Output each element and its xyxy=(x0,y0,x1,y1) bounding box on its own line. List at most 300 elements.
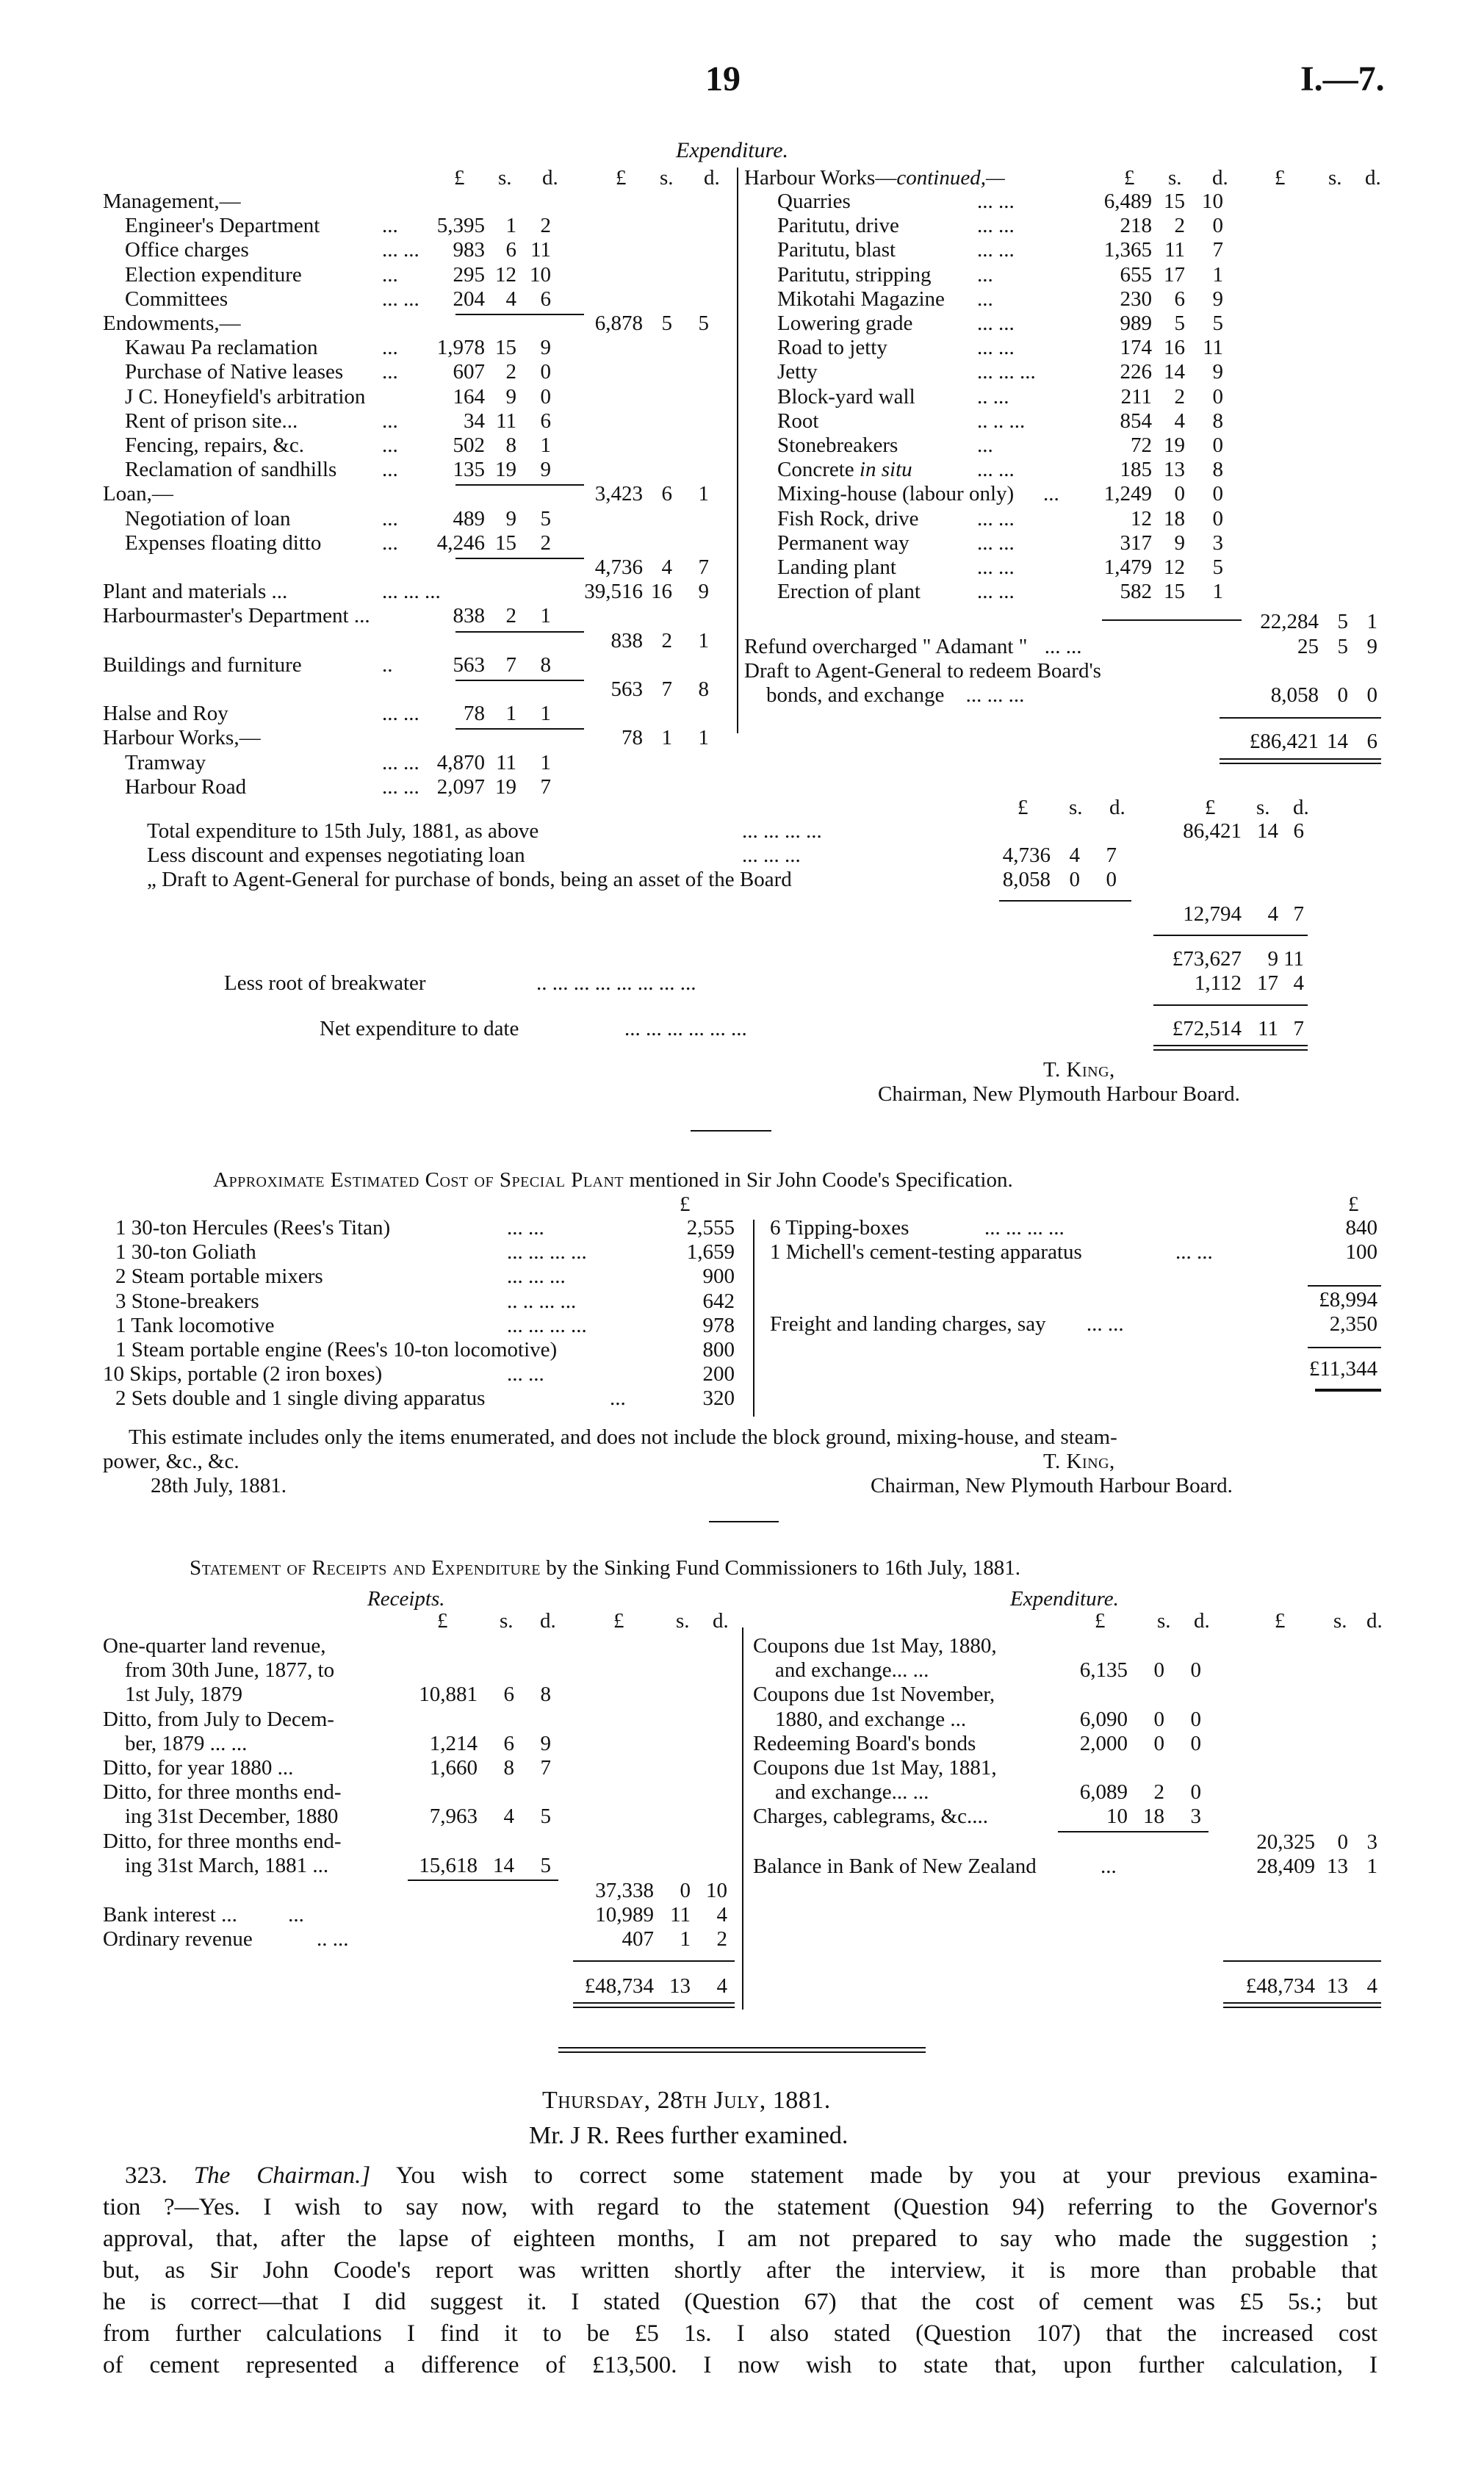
expenditure-row-pence: 1 xyxy=(540,434,551,457)
rule xyxy=(1153,1045,1308,1046)
testimony-text: he is correct—that I did suggest it. I stated (Question 67) that the cost of cement was £5 5s.; but xyxy=(103,2289,1377,2315)
receipt-pence: 9 xyxy=(540,1732,551,1755)
expenditure-subtotal-shillings: 2 xyxy=(661,629,672,652)
receipts-subtotal: 37,338 xyxy=(595,1879,654,1902)
harbour-works-shillings: 5 xyxy=(1174,312,1185,335)
harbour-works-pence: 0 xyxy=(1212,385,1223,409)
expenditure-row-dots: ... xyxy=(382,531,398,555)
expenditure-row-label: Management,— xyxy=(103,190,241,213)
expenditure-row-pence: 11 xyxy=(530,238,551,262)
rule xyxy=(408,1880,558,1881)
expenditure-row-shillings: 6 xyxy=(505,238,516,262)
expenditure-row-pence: 6 xyxy=(540,409,551,433)
sinking-exp-subtotal-d: 3 xyxy=(1366,1830,1377,1854)
draft-line2 xyxy=(766,683,1024,708)
ordinary-revenue-amount: 407 xyxy=(622,1927,654,1951)
harbour-works-shillings: 13 xyxy=(1164,458,1185,481)
harbour-works-row-label xyxy=(777,458,912,482)
summary-signature-name: T. King, xyxy=(1043,1058,1115,1082)
receipt-line: One-quarter land revenue, xyxy=(103,1634,326,1658)
expenditure-subtotal-pounds: 838 xyxy=(610,629,643,652)
plant-item-cost: 800 xyxy=(702,1338,735,1361)
expenditure-subtotal-pence: 1 xyxy=(698,629,709,652)
draft-text: bonds, and exchange xyxy=(766,683,945,707)
harbour-works-pounds: 230 xyxy=(1120,287,1152,311)
sinking-title-a: Statement of Receipts and Expenditure xyxy=(190,1556,541,1580)
harbour-works-row-dots: ... ... xyxy=(977,458,1015,481)
expenditure-row-dots: ... xyxy=(382,409,398,433)
harbour-works-pence: 7 xyxy=(1212,238,1223,262)
rule xyxy=(1223,1960,1381,1962)
expenditure-subtotal-pence: 8 xyxy=(698,677,709,701)
expenditure-grand-total: £86,421 xyxy=(1249,730,1319,753)
expenditure-row-pence: 1 xyxy=(540,604,551,627)
sinking-expense-line: 1880, and exchange ... xyxy=(775,1708,967,1731)
sinking-expense-pence: 0 xyxy=(1190,1658,1201,1682)
balance-s: 13 xyxy=(1327,1855,1348,1878)
harbour-works-row-dots: ... ... xyxy=(977,190,1015,213)
expenditure-row-pounds: 204 xyxy=(453,287,485,311)
harbour-works-pounds: 1,365 xyxy=(1103,238,1152,262)
expenditure-row-pence: 6 xyxy=(540,287,551,311)
harbour-works-row-label xyxy=(777,287,945,312)
testimony-text: but, as Sir John Coode's report was written shortly after the interview, it is more than probable that xyxy=(103,2257,1377,2284)
plant-item-label: 1 30-ton Goliath xyxy=(115,1240,256,1264)
rule xyxy=(455,558,584,559)
harbour-works-row-label xyxy=(777,434,898,458)
plant-item-dots: ... ... xyxy=(507,1216,544,1240)
summary-deduction-total: 12,794 xyxy=(1183,902,1242,926)
harbour-works-pounds: 174 xyxy=(1120,336,1152,359)
harbour-works-label: Harbour Works— xyxy=(744,166,897,190)
plant-title-b: mentioned in Sir John Coode's Specification. xyxy=(629,1168,1013,1192)
sum-col-pound-a: £ xyxy=(1017,796,1029,819)
harbour-works-row-dots: ... ... xyxy=(977,336,1015,359)
expenditure-subtotal-shillings: 1 xyxy=(661,726,672,749)
sinking-exp-subtotal: 20,325 xyxy=(1256,1830,1315,1854)
plant-signature-title: Chairman, New Plymouth Harbour Board. xyxy=(871,1474,1233,1497)
rule xyxy=(573,1960,735,1962)
testimony-line xyxy=(103,2192,1377,2223)
balance-amount: 28,409 xyxy=(1256,1855,1315,1878)
expenditure-row-shillings: 1 xyxy=(505,214,516,237)
testimony-text: of cement represented a difference of £13,500. I now wish to state that, upon further calculation, I xyxy=(103,2352,1377,2378)
summary-draft-s: 0 xyxy=(1069,868,1080,891)
bank-interest-s: 11 xyxy=(670,1903,691,1927)
testimony-line xyxy=(103,2287,1377,2317)
sinking-divider xyxy=(742,1627,743,2010)
expenditure-row-shillings: 11 xyxy=(496,409,516,433)
testimony-text: You wish to correct some statement made by you at your previous examina- xyxy=(396,2162,1377,2189)
expenditure-row-dots: ... ... xyxy=(382,751,419,774)
draft-d: 0 xyxy=(1366,683,1377,707)
sexp-col-pound-a: £ xyxy=(1095,1609,1106,1633)
summary-net-s: 11 xyxy=(1258,1017,1278,1040)
expenditure-row-pounds: 2,097 xyxy=(436,775,485,799)
harbour-works-pence: 0 xyxy=(1212,214,1223,237)
grand-total-s: 14 xyxy=(1327,730,1348,753)
draft-dots: ... ... ... xyxy=(965,683,1025,707)
col-d-b: d. xyxy=(704,166,720,190)
col-d-d: d. xyxy=(1365,166,1381,190)
expenditure-row-label: Engineer's Department xyxy=(125,214,320,237)
expenditure-row-shillings: 4 xyxy=(505,287,516,311)
refund-text: Refund overcharged " Adamant " xyxy=(744,635,1028,658)
expenditure-row-dots: ... xyxy=(382,360,398,384)
refund-label xyxy=(744,635,1082,659)
expenditure-row-pounds: 1,978 xyxy=(436,336,485,359)
plant-item-cost: 978 xyxy=(702,1314,735,1337)
testimony-line xyxy=(103,2318,1377,2349)
sinking-expense-line: Charges, cablegrams, &c.... xyxy=(753,1805,988,1828)
expenditure-row-dots: ... ... xyxy=(382,287,419,311)
harbour-works-pence: 8 xyxy=(1212,458,1223,481)
receipt-shillings: 4 xyxy=(503,1805,514,1828)
session-date: Thursday, 28th July, 1881. xyxy=(542,2087,831,2114)
expenditure-row-label: Purchase of Native leases xyxy=(125,360,344,384)
expenditure-subtotal-pounds: 78 xyxy=(622,726,643,749)
expenditure-row-shillings: 9 xyxy=(505,507,516,530)
rule xyxy=(1058,1831,1209,1832)
testimony-line xyxy=(103,2255,1377,2286)
sinking-expense-pounds: 2,000 xyxy=(1079,1732,1128,1755)
expenditure-row-shillings: 19 xyxy=(495,775,516,799)
page-number: 19 xyxy=(705,60,741,98)
receipt-pounds: 7,963 xyxy=(429,1805,478,1828)
receipts-total-d: 4 xyxy=(716,1974,727,1998)
expenditure-row-pounds: 4,246 xyxy=(436,531,485,555)
sinking-exp-total-s: 13 xyxy=(1327,1974,1348,1998)
harbour-works-row-label xyxy=(777,531,910,555)
receipt-line: Ditto, for year 1880 ... xyxy=(103,1756,294,1780)
summary-net-label: Net expenditure to date xyxy=(320,1017,519,1040)
expenditure-row-pounds: 135 xyxy=(453,458,485,481)
receipt-line: Ditto, for three months end- xyxy=(103,1780,342,1804)
sinking-expense-line: Coupons due 1st May, 1881, xyxy=(753,1756,997,1780)
harbour-works-shillings: 15 xyxy=(1164,190,1185,213)
harbour-works-row-dots: ... ... xyxy=(977,238,1015,262)
draft-line1: Draft to Agent-General to redeem Board's xyxy=(744,659,1101,683)
expenditure-row-pence: 2 xyxy=(540,214,551,237)
harbour-works-shillings: 14 xyxy=(1164,360,1185,384)
summary-net-dots: ... ... ... ... ... ... xyxy=(624,1017,747,1040)
harbour-works-row-dots: ... ... xyxy=(977,580,1015,603)
harbour-works-row-label xyxy=(777,336,887,360)
plant-item-label: 1 Michell's cement-testing apparatus xyxy=(770,1240,1082,1264)
receipt-pounds: 1,214 xyxy=(429,1732,478,1755)
receipt-pence: 8 xyxy=(540,1683,551,1706)
rcpt-col-d-a: d. xyxy=(540,1609,556,1633)
expenditure-subtotal-pounds: 4,736 xyxy=(594,555,643,579)
sinking-exp-total-d: 4 xyxy=(1366,1974,1377,1998)
summary-draft-label: „ Draft to Agent-General for purchase of bonds, being an asset of the Board xyxy=(147,868,792,891)
harbour-works-row-label xyxy=(777,409,818,434)
rule xyxy=(1308,1285,1381,1287)
refund-d: 9 xyxy=(1366,635,1377,658)
plant-item-cost: 320 xyxy=(702,1386,735,1410)
harbour-works-item: Landing plant xyxy=(777,555,896,579)
rule xyxy=(1220,758,1381,760)
bank-text: Bank interest ... xyxy=(103,1903,237,1927)
balance-dots: ... xyxy=(1100,1855,1117,1878)
expenditure-row-shillings: 2 xyxy=(505,360,516,384)
expenditure-row-pence: 8 xyxy=(540,653,551,677)
harbour-works-row-dots: ... ... xyxy=(977,312,1015,335)
sexp-col-d-b: d. xyxy=(1366,1609,1383,1633)
sinking-expense-pounds: 6,135 xyxy=(1079,1658,1128,1682)
harbour-works-item: Permanent way xyxy=(777,531,910,555)
rule xyxy=(1102,619,1242,621)
plant-title-a: Approximate Estimated Cost of Special Plant xyxy=(213,1168,624,1192)
expenditure-row-shillings: 8 xyxy=(505,434,516,457)
plant-item-label: 1 Steam portable engine (Rees's 10-ton locomotive) xyxy=(115,1338,558,1361)
plant-item-cost: 1,659 xyxy=(686,1240,735,1264)
summary-total-label: Total expenditure to 15th July, 1881, as above xyxy=(147,819,539,843)
col-s-d: s. xyxy=(1328,166,1342,190)
testimony-line xyxy=(103,2223,1377,2254)
plant-item-dots: ... ... ... ... xyxy=(507,1240,587,1264)
summary-subtotal-s: 9 xyxy=(1267,947,1278,971)
expenditure-row-pence: 9 xyxy=(540,458,551,481)
plant-item-label: 3 Stone-breakers xyxy=(115,1289,259,1313)
plant-item-cost: 642 xyxy=(702,1289,735,1313)
rule xyxy=(573,2007,735,2008)
plant-currency-right: £ xyxy=(1348,1193,1359,1216)
expenditure-row-shillings: 15 xyxy=(495,531,516,555)
rule xyxy=(1220,763,1381,764)
summary-total-s: 14 xyxy=(1257,819,1278,843)
ordinary-dots: .. ... xyxy=(316,1927,349,1951)
harbour-works-row-label xyxy=(777,214,899,238)
receipt-pence: 5 xyxy=(540,1805,551,1828)
harbour-works-pence: 11 xyxy=(1203,336,1223,359)
expenditure-row-label: Harbour Road xyxy=(125,775,247,799)
harbour-works-total: 22,284 xyxy=(1260,610,1319,633)
harbour-works-shillings: 16 xyxy=(1164,336,1185,359)
receipt-shillings: 8 xyxy=(503,1756,514,1780)
expenditure-row-dots: .. xyxy=(382,653,393,677)
rcpt-col-s-b: s. xyxy=(676,1609,690,1633)
expenditure-row-pence: 5 xyxy=(540,507,551,530)
harbour-works-row-dots: ... ... xyxy=(977,531,1015,555)
receipt-pence: 5 xyxy=(540,1854,551,1877)
expenditure-row-label: Endowments,— xyxy=(103,312,241,335)
expenditure-row-label: J C. Honeyfield's arbitration xyxy=(125,385,366,409)
expenditure-subtotal-pounds: 563 xyxy=(610,677,643,701)
expenditure-row-label: Loan,— xyxy=(103,482,173,506)
summary-total-dots: ... ... ... ... xyxy=(742,819,822,843)
expenditure-row-pounds: 4,870 xyxy=(436,751,485,774)
expenditure-row-pounds: 34 xyxy=(464,409,485,433)
plant-item-dots: .. .. ... ... xyxy=(507,1289,577,1313)
bank-interest-label xyxy=(103,1903,304,1927)
receipt-line: ing 31st March, 1881 ... xyxy=(125,1854,329,1877)
harbour-works-row-dots: ... ... ... xyxy=(977,360,1036,384)
harbour-works-row-label xyxy=(777,580,921,604)
testimony-line xyxy=(103,2350,1377,2381)
plant-item-label: 1 30-ton Hercules (Rees's Titan) xyxy=(115,1216,391,1240)
section-separator xyxy=(709,1521,779,1522)
expenditure-row-dots: ... ... xyxy=(382,775,419,799)
expenditure-row-label: Fencing, repairs, &c. xyxy=(125,434,305,457)
summary-root-label: Less root of breakwater xyxy=(224,971,426,995)
expenditure-row-pence: 0 xyxy=(540,385,551,409)
expenditure-row-pence: 1 xyxy=(540,751,551,774)
summary-net-d: 7 xyxy=(1293,1017,1304,1040)
harbour-works-pounds: 218 xyxy=(1120,214,1152,237)
expenditure-row-label: Kawau Pa reclamation xyxy=(125,336,318,359)
receipts-subtotal-d: 10 xyxy=(706,1879,727,1902)
harbour-works-row-label xyxy=(777,385,915,409)
receipt-line: Ditto, from July to Decem- xyxy=(103,1708,334,1731)
expenditure-subtotal-pence: 9 xyxy=(698,580,709,603)
summary-draft-d: 0 xyxy=(1106,868,1117,891)
sinking-expense-line: Redeeming Board's bonds xyxy=(753,1732,976,1755)
question-number: 323. xyxy=(125,2162,168,2189)
sum-col-pound-b: £ xyxy=(1205,796,1216,819)
summary-deduction-d: 7 xyxy=(1293,902,1304,926)
expenditure-row-pence: 10 xyxy=(530,263,551,287)
summary-discount-s: 4 xyxy=(1069,843,1080,867)
plant-item-dots: ... ... ... ... xyxy=(507,1314,587,1337)
plant-signature-name: T. King, xyxy=(1043,1450,1115,1473)
rule xyxy=(573,2002,735,2004)
expenditure-row-shillings: 11 xyxy=(496,751,516,774)
harbour-works-item: Quarries xyxy=(777,190,851,213)
harbour-works-shillings: 0 xyxy=(1174,482,1185,506)
rule xyxy=(455,728,584,730)
expenditure-subtotal-pounds: 39,516 xyxy=(584,580,643,603)
plant-item-cost: 200 xyxy=(702,1362,735,1386)
harbour-works-pence: 0 xyxy=(1212,507,1223,530)
summary-draft-amount: 8,058 xyxy=(1002,868,1051,891)
harbour-works-pounds: 989 xyxy=(1120,312,1152,335)
col-pound-a: £ xyxy=(454,166,465,190)
harbour-works-item: Paritutu, drive xyxy=(777,214,899,237)
sinking-exp-subtotal-s: 0 xyxy=(1337,1830,1348,1854)
harbour-works-shillings: 15 xyxy=(1164,580,1185,603)
harbour-works-pence: 5 xyxy=(1212,555,1223,579)
col-s-a: s. xyxy=(498,166,512,190)
harbour-works-shillings: 6 xyxy=(1174,287,1185,311)
sum-col-s-b: s. xyxy=(1256,796,1270,819)
summary-total-amount: 86,421 xyxy=(1183,819,1242,843)
receipt-line: 1st July, 1879 xyxy=(125,1683,243,1706)
rcpt-col-pound-b: £ xyxy=(613,1609,624,1633)
harbour-works-pounds: 582 xyxy=(1120,580,1152,603)
freight-dots: ... ... xyxy=(1086,1312,1124,1336)
testimony-line xyxy=(125,2160,1377,2191)
harbour-works-item: Block-yard wall xyxy=(777,385,915,409)
plant-divider xyxy=(753,1220,754,1417)
sinking-expense-pounds: 6,090 xyxy=(1079,1708,1128,1731)
summary-discount-label: Less discount and expenses negotiating loan xyxy=(147,843,525,867)
harbour-works-item: Lowering grade xyxy=(777,312,913,335)
sinking-expense-pounds: 10 xyxy=(1106,1805,1128,1828)
expenditure-row-pounds: 607 xyxy=(453,360,485,384)
receipt-line: ing 31st December, 1880 xyxy=(125,1805,339,1828)
sexp-col-s-a: s. xyxy=(1157,1609,1171,1633)
summary-discount-amount: 4,736 xyxy=(1002,843,1051,867)
rcpt-col-pound-a: £ xyxy=(437,1609,448,1633)
rule xyxy=(1223,2007,1381,2008)
expenditure-subtotal-shillings: 4 xyxy=(661,555,672,579)
plant-date: 28th July, 1881. xyxy=(151,1474,287,1497)
harbour-works-pence: 10 xyxy=(1202,190,1223,213)
summary-deduction-s: 4 xyxy=(1267,902,1278,926)
ordinary-revenue-s: 1 xyxy=(680,1927,691,1951)
plant-item-dots: ... ... ... xyxy=(507,1265,566,1288)
plant-item-label: 1 Tank locomotive xyxy=(115,1314,275,1337)
harbour-works-row-label xyxy=(777,312,912,336)
harbour-works-row-dots: .. ... xyxy=(977,385,1009,409)
balance-label xyxy=(753,1855,1117,1879)
expenditure-subtotal-shillings: 5 xyxy=(661,312,672,335)
receipt-shillings: 6 xyxy=(503,1683,514,1706)
harbour-works-pence: 5 xyxy=(1212,312,1223,335)
expenditure-row-label: Buildings and furniture xyxy=(103,653,302,677)
expenditure-title: Expenditure. xyxy=(676,138,789,162)
sum-col-s-a: s. xyxy=(1069,796,1083,819)
sinking-expense-shillings: 18 xyxy=(1143,1805,1164,1828)
expenditure-row-label: Harbour Works,— xyxy=(103,726,261,749)
expenditure-row-label: Reclamation of sandhills xyxy=(125,458,337,481)
freight-text: Freight and landing charges, say xyxy=(770,1312,1046,1336)
sinking-expense-line: and exchange... ... xyxy=(775,1780,929,1804)
summary-subtotal: £73,627 xyxy=(1172,947,1242,971)
rule xyxy=(455,484,584,486)
expenditure-row-shillings: 7 xyxy=(505,653,516,677)
harbour-works-row-dots: ... xyxy=(1043,482,1059,506)
expenditure-subtotal-pounds: 6,878 xyxy=(594,312,643,335)
sinking-title-b: by the Sinking Fund Commissioners to 16th July, 1881. xyxy=(546,1556,1021,1580)
testimony-text: tion ?—Yes. I wish to say now, with regard to the statement (Question 94) referring to the Governor's xyxy=(103,2194,1377,2220)
harbour-works-item: Paritutu, blast xyxy=(777,238,896,262)
expenditure-row-pounds: 983 xyxy=(453,238,485,262)
expenditure-row-pence: 2 xyxy=(540,531,551,555)
refund-s: 5 xyxy=(1337,635,1348,658)
expenditure-row-pence: 7 xyxy=(540,775,551,799)
ordinary-text: Ordinary revenue xyxy=(103,1927,253,1951)
harbour-works-pounds: 185 xyxy=(1120,458,1152,481)
sexp-col-s-b: s. xyxy=(1333,1609,1347,1633)
expenditure-row-dots: ... xyxy=(382,434,398,457)
expenditure-row-dots: ... xyxy=(382,458,398,481)
expenditure-row-pounds: 295 xyxy=(453,263,485,287)
sinking-title xyxy=(190,1556,1020,1580)
harbour-works-item: Erection of plant xyxy=(777,580,921,603)
summary-signature-title: Chairman, New Plymouth Harbour Board. xyxy=(878,1082,1240,1106)
harbour-works-pence: 3 xyxy=(1212,531,1223,555)
expenditure-row-pounds: 838 xyxy=(453,604,485,627)
plant-subtotal: £8,994 xyxy=(1319,1288,1377,1312)
harbour-works-item: Concrete xyxy=(777,458,854,481)
balance-text: Balance in Bank of New Zealand xyxy=(753,1855,1037,1878)
harbour-works-row-label xyxy=(777,482,1014,506)
harbour-works-pence: 1 xyxy=(1212,263,1223,287)
receipt-line: from 30th June, 1877, to xyxy=(125,1658,335,1682)
session-examined: Mr. J R. Rees further examined. xyxy=(529,2122,849,2149)
continued-label: continued,— xyxy=(896,166,1005,190)
sum-col-d-a: d. xyxy=(1109,796,1125,819)
summary-discount-d: 7 xyxy=(1106,843,1117,867)
harbour-works-row-label xyxy=(777,507,919,531)
rule xyxy=(1220,717,1381,719)
harbour-works-row-dots: ... ... xyxy=(977,507,1015,530)
plant-note-line1: This estimate includes only the items enumerated, and does not include the block ground, mixing-house, and steam- xyxy=(129,1425,1117,1449)
plant-item-dots: ... xyxy=(610,1386,626,1410)
summary-total-d: 6 xyxy=(1293,819,1304,843)
